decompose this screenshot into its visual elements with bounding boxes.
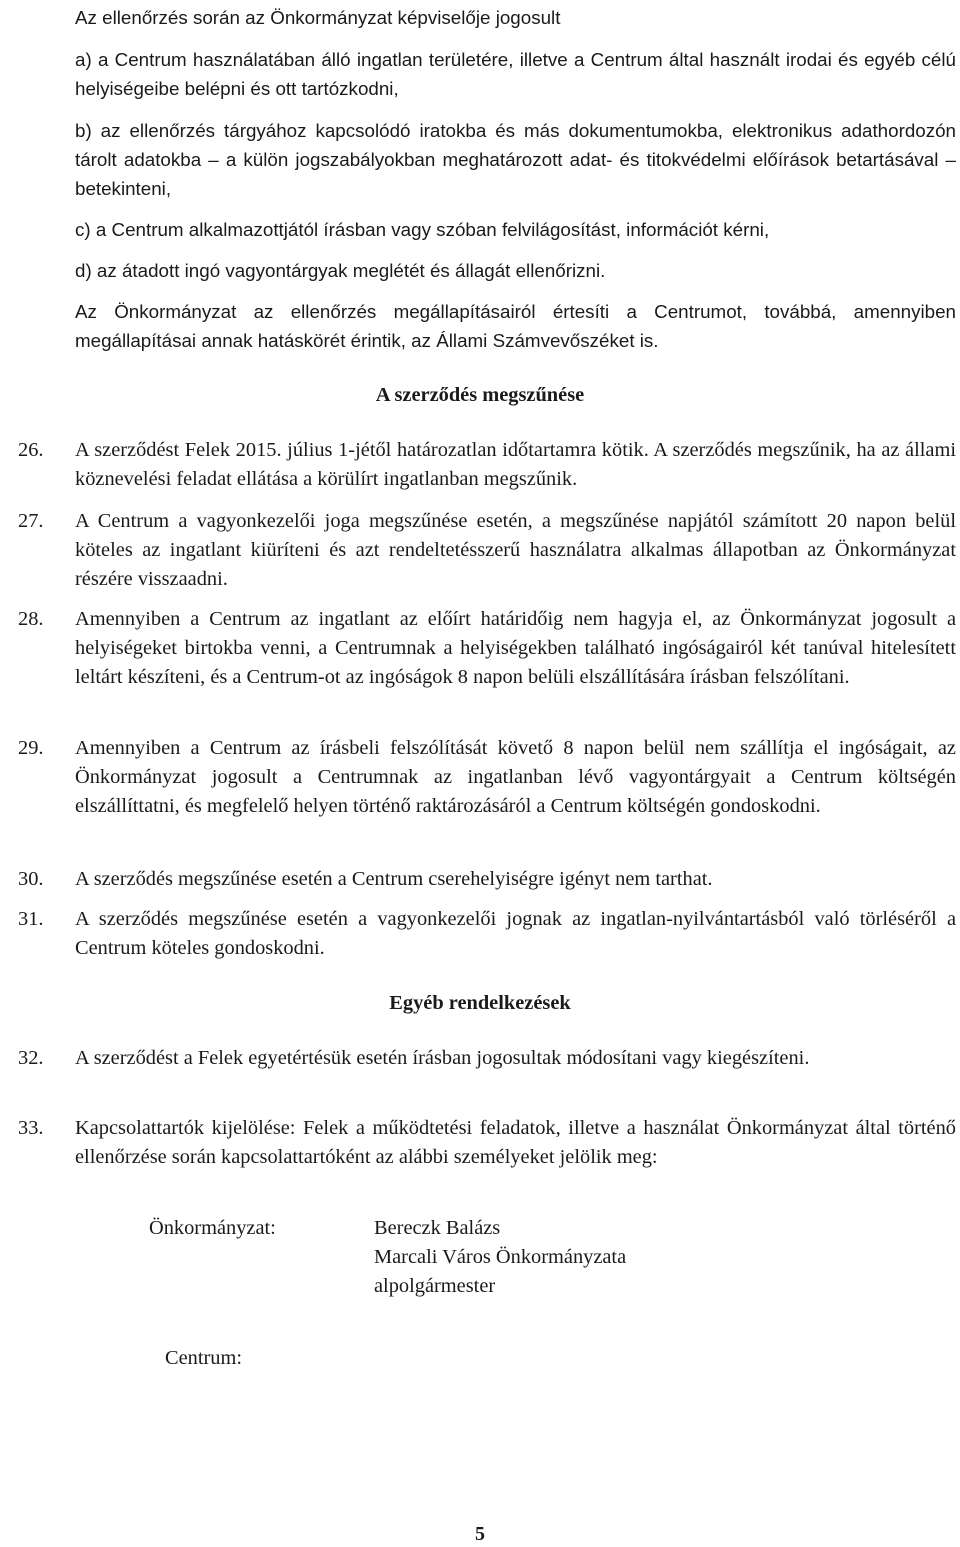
point-number: 30. <box>18 868 44 890</box>
contact-title: alpolgármester <box>374 1275 496 1297</box>
intro-item-c: c) a Centrum alkalmazottjától írásban vagy szóban felvilágosítást, információt kérni, <box>75 219 770 240</box>
contact-name: Bereczk Balázs <box>374 1217 501 1239</box>
point-text: Amennyiben a Centrum az írásbeli felszólítását követő 8 napon belül nem szállítja el ingóságait, az Önkormányzat jogosult a Centrumnak az ingatlanban lévő vagyontárgyait a Centrum költségén elszállíttatni, és megfelelő helyen történő raktározásáról a Centrum költségén gondoskodni. <box>75 737 956 817</box>
centrum-label: Centrum: <box>165 1347 243 1369</box>
point-text: A szerződés megszűnése esetén a vagyonkezelői jognak az ingatlan-nyilvántartásból való törléséről a Centrum köteles gondoskodni. <box>75 908 956 959</box>
point-number: 33. <box>18 1117 44 1139</box>
section-heading-other-provisions: Egyéb rendelkezések <box>389 992 571 1014</box>
onkormanyzat-label: Önkormányzat: <box>149 1217 276 1239</box>
page-number: 5 <box>475 1523 485 1545</box>
point-number: 31. <box>18 908 44 930</box>
point-text: Kapcsolattartók kijelölése: Felek a működtetési feladatok, illetve a használat Önkormányzat által történő ellenőrzése során kapcsolattartóként az alábbi személyeket jelölik meg: <box>75 1117 956 1168</box>
point-text: A szerződés megszűnése esetén a Centrum cserehelyiségre igényt nem tarthat. <box>75 868 713 890</box>
contact-organization: Marcali Város Önkormányzata <box>374 1246 627 1268</box>
point-number: 27. <box>18 510 44 532</box>
point-text: A szerződést Felek 2015. július 1-jétől határozatlan időtartamra kötik. A szerződés megszűnik, ha az állami köznevelési feladat ellátása a körülírt ingatlanban megszűnik. <box>75 439 956 490</box>
intro-lead: Az ellenőrzés során az Önkormányzat képviselője jogosult <box>75 7 561 28</box>
point-text: A Centrum a vagyonkezelői joga megszűnése esetén, a megszűnése napjától számított 20 napon belül köteles az ingatlant kiüríteni és azt rendeltetésszerű használatra alkalmas állapotban az Önkormányzat részére visszaadni. <box>75 510 956 590</box>
section-heading-termination: A szerződés megszűnése <box>375 384 585 406</box>
point-number: 28. <box>18 608 44 630</box>
point-number: 29. <box>18 737 44 759</box>
intro-item-d: d) az átadott ingó vagyontárgyak meglétét és állagát ellenőrizni. <box>75 260 606 281</box>
point-text: Amennyiben a Centrum az ingatlant az előírt határidőig nem hagyja el, az Önkormányzat jogosult a helyiségeket birtokba venni, a Centrumnak a helyiségekben található ingóságairól két tanúval hitelesített leltárt készíteni, és a Centrum-ot az ingóságok 8 napon belüli elszállítására írásban felszólítani. <box>75 608 956 688</box>
intro-closing: Az Önkormányzat az ellenőrzés megállapításairól értesíti a Centrumot, továbbá, amennyiben megállapításai annak hatáskörét érintik, az Állami Számvevőszéket is. <box>75 301 956 351</box>
point-number: 26. <box>18 439 44 461</box>
intro-item-a: a) a Centrum használatában álló ingatlan területére, illetve a Centrum által használt irodai és egyéb célú helyiségeibe belépni és ott tartózkodni, <box>75 49 956 99</box>
intro-item-b: b) az ellenőrzés tárgyához kapcsolódó iratokba és más dokumentumokba, elektronikus adathordozón tárolt adatokba – a külön jogszabályokban meghatározott adat- és titokvédelmi előírások betartásával – betekinteni, <box>75 120 956 199</box>
point-text: A szerződést a Felek egyetértésük esetén írásban jogosultak módosítani vagy kiegészíteni. <box>75 1047 810 1069</box>
point-number: 32. <box>18 1047 44 1069</box>
